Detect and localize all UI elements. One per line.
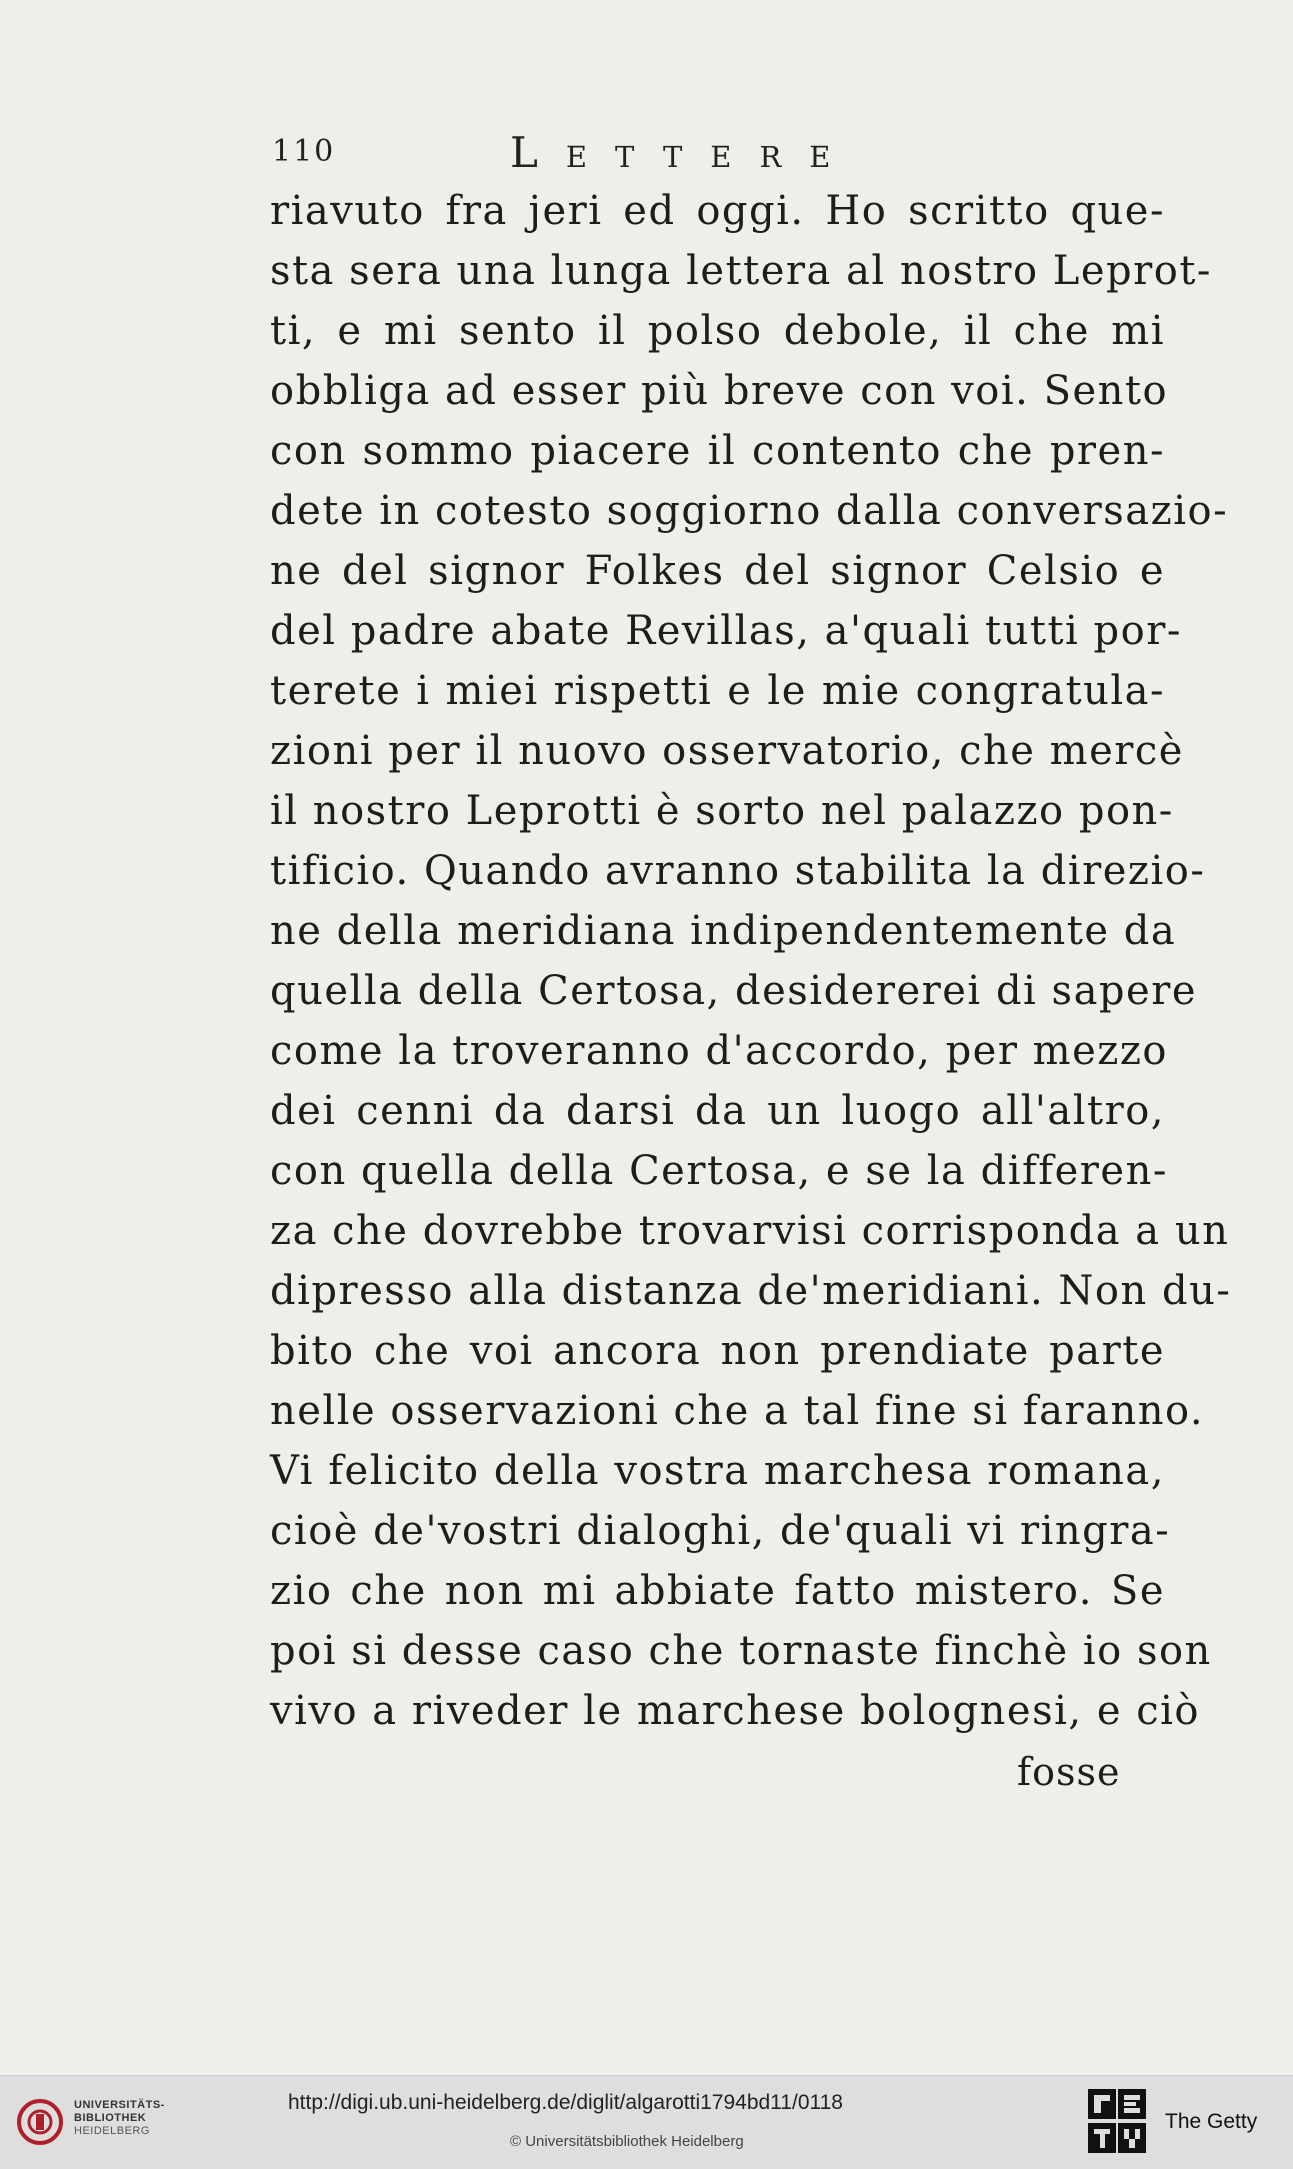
text-line: tificio. Quando avranno stabilita la direzio-: [270, 848, 1206, 894]
institution-line: UNIVERSITÄTS-: [74, 2099, 165, 2111]
text-line: riavuto fra jeri ed oggi. Ho scritto que-: [270, 188, 1165, 234]
university-seal-icon: [16, 2097, 64, 2147]
text-line: dei cenni da darsi da un luogo all'altro,: [270, 1088, 1165, 1134]
text-line: ne della meridiana indipendentemente da: [270, 908, 1177, 954]
text-line: ne del signor Folkes del signor Celsio e: [270, 548, 1165, 594]
text-line: zio che non mi abbiate fatto mistero. Se: [270, 1568, 1165, 1614]
viewer-footer: [0, 2075, 1293, 2169]
permalink[interactable]: http://digi.ub.uni-heidelberg.de/diglit/algarotti1794bd11/0118: [288, 2091, 843, 2114]
text-line: dete in cotesto soggiorno dalla conversazio-: [270, 488, 1229, 534]
partner-name: The Getty: [1165, 2110, 1258, 2133]
text-line: del padre abate Revillas, a'quali tutti por-: [270, 608, 1182, 654]
text-line: come la troveranno d'accordo, per mezzo: [270, 1028, 1169, 1074]
catchword: fosse: [1017, 1750, 1121, 1794]
text-line: ti, e mi sento il polso debole, il che mi: [270, 308, 1165, 354]
text-line: con sommo piacere il contento che pren-: [270, 428, 1165, 474]
body-text: [270, 181, 1232, 1741]
text-line: terete i miei rispetti e le mie congratula-: [270, 668, 1165, 714]
text-line: zioni per il nuovo osservatorio, che mercè: [270, 728, 1184, 774]
text-line: vivo a riveder le marchese bolognesi, e ciò: [270, 1688, 1200, 1734]
text-line: poi si desse caso che tornaste finchè io son: [270, 1628, 1212, 1674]
text-line: Vi felicito della vostra marchesa romana,: [270, 1448, 1165, 1494]
text-line: obbliga ad esser più breve con voi. Sento: [270, 368, 1169, 414]
institution-line: HEIDELBERG: [74, 2125, 150, 2137]
running-head: [272, 128, 972, 178]
text-line: dipresso alla distanza de'meridiani. Non du-: [270, 1268, 1232, 1314]
text-line: con quella della Certosa, e se la differen-: [270, 1148, 1168, 1194]
getty-logo-icon: [1088, 2089, 1146, 2155]
text-line: quella della Certosa, desidererei di sapere: [270, 968, 1197, 1014]
running-title: Lettere: [510, 128, 859, 177]
institution-name: [74, 2099, 165, 2138]
text-line: il nostro Leprotti è sorto nel palazzo pon-: [270, 788, 1174, 834]
text-line: za che dovrebbe trovarvisi corrisponda a un: [270, 1208, 1230, 1254]
copyright-notice: © Universitätsbibliothek Heidelberg: [510, 2133, 744, 2150]
text-line: nelle osservazioni che a tal fine si faranno.: [270, 1388, 1205, 1434]
institution-line: BIBLIOTHEK: [74, 2112, 147, 2124]
text-line: sta sera una lunga lettera al nostro Leprot-: [270, 248, 1212, 294]
text-line: bito che voi ancora non prendiate parte: [270, 1328, 1165, 1374]
text-line: cioè de'vostri dialoghi, de'quali vi ringra-: [270, 1508, 1171, 1554]
page-number: 110: [272, 134, 336, 169]
